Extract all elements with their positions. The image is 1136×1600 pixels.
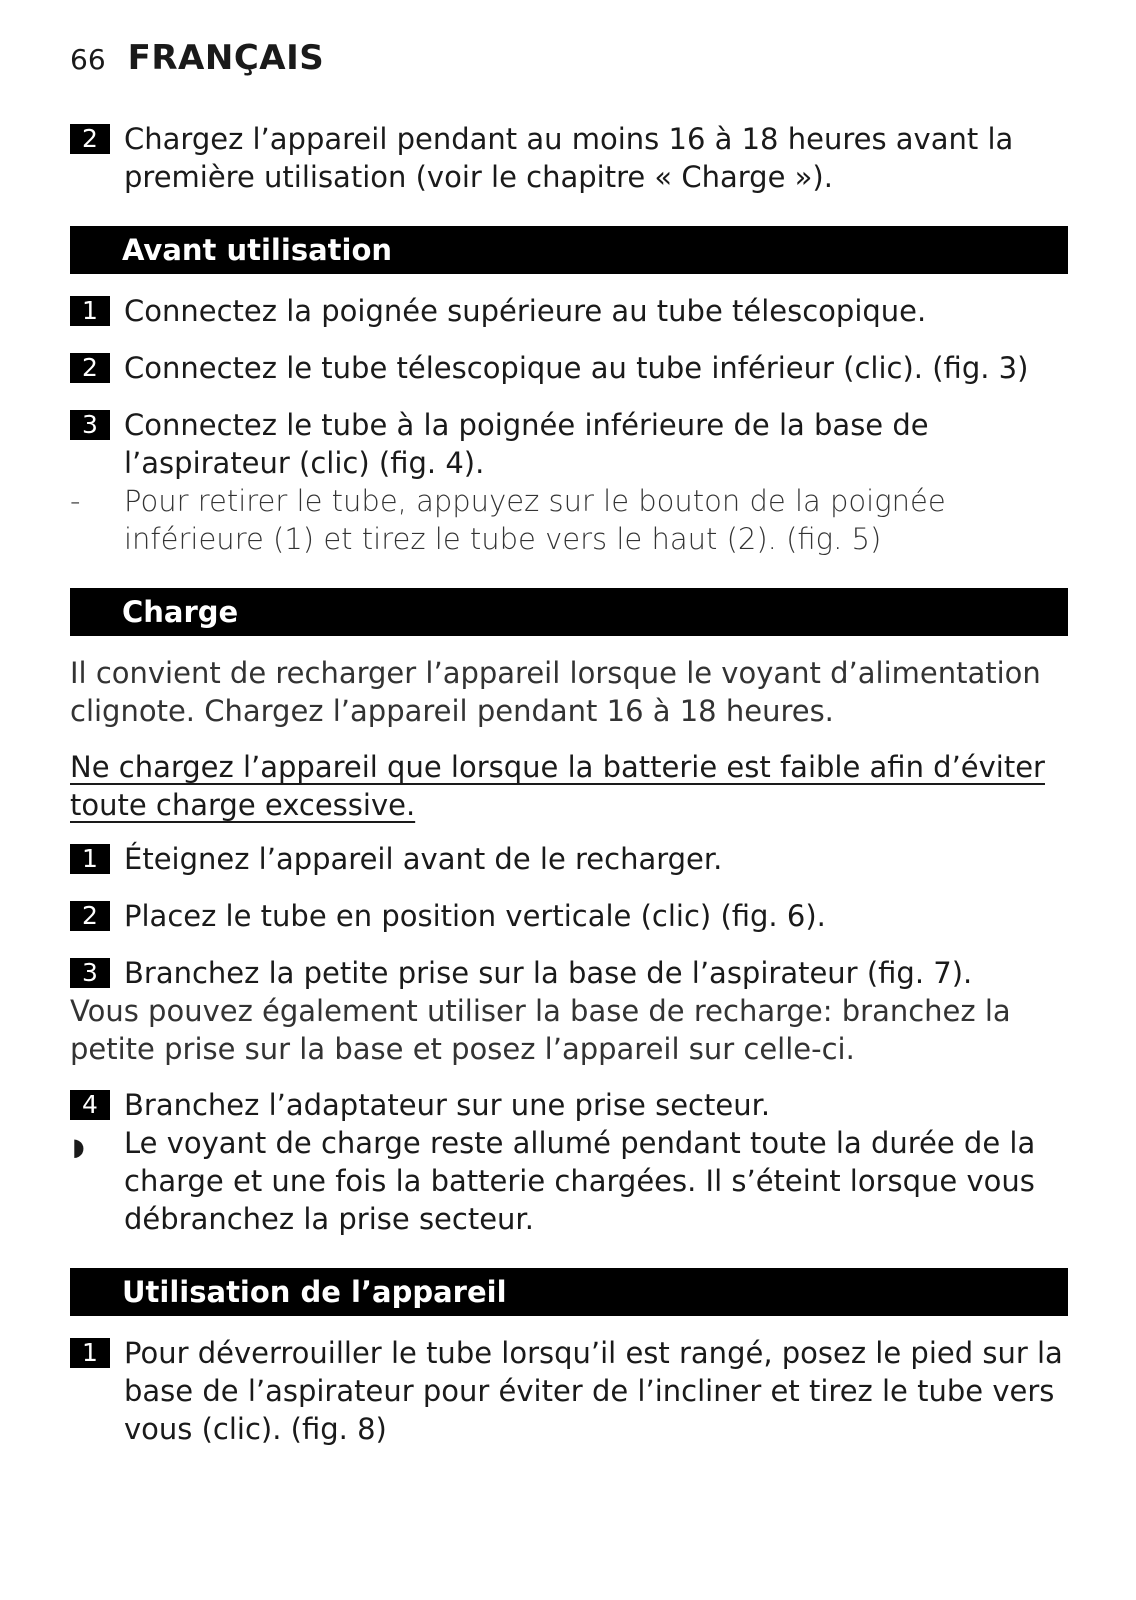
charge-step-2 <box>70 897 1068 935</box>
step-text: Branchez la petite prise sur la base de l’aspirateur (fig. 7). <box>124 956 973 990</box>
step-number: 1 <box>70 296 110 326</box>
step-number: 4 <box>70 1090 110 1120</box>
section-heading-utilisation: Utilisation de l’appareil <box>70 1268 1068 1316</box>
step-number: 2 <box>70 353 110 383</box>
step-number: 3 <box>70 410 110 440</box>
charge-step-4 <box>70 1086 1068 1124</box>
page-content <box>70 120 1068 1467</box>
charge-base-paragraph: Vous pouvez également utiliser la base de recharge: branchez la petite prise sur la base et posez l’appareil sur celle-ci. <box>70 994 1011 1066</box>
result-text: Le voyant de charge reste allumé pendant toute la durée de la charge et une fois la batterie chargées. Il s’éteint lorsque vous débranchez la prise secteur. <box>124 1126 1036 1236</box>
step-text: Branchez l’adaptateur sur une prise secteur. <box>124 1088 771 1122</box>
intro-step <box>70 120 1068 196</box>
step-text: Connectez le tube télescopique au tube inférieur (clic). (fig. 3) <box>124 351 1029 385</box>
charge-warning <box>70 748 1068 824</box>
charge-step-1 <box>70 840 1068 878</box>
step-text: Connectez la poignée supérieure au tube télescopique. <box>124 294 927 328</box>
step-number: 1 <box>70 1338 110 1368</box>
page-language-title: FRANÇAIS <box>127 38 325 78</box>
step-text: Pour déverrouiller le tube lorsqu’il est rangé, posez le pied sur la base de l’aspirateur pour éviter de l’incliner et tirez le tube vers vous (clic). (fig. 8) <box>124 1336 1063 1446</box>
step-number: 2 <box>70 901 110 931</box>
warning-text: Ne chargez l’appareil que lorsque la batterie est faible afin d’éviter toute charge excessive. <box>70 750 1045 822</box>
step-text: Chargez l’appareil pendant au moins 16 à 18 heures avant la première utilisation (voir le chapitre « Charge »). <box>124 122 1014 194</box>
charge-intro-paragraph: Il convient de recharger l’appareil lorsque le voyant d’alimentation clignote. Chargez l’appareil pendant 16 à 18 heures. <box>70 656 1041 728</box>
avant-step-1 <box>70 292 1068 330</box>
step-text: Placez le tube en position verticale (clic) (fig. 6). <box>124 899 826 933</box>
avant-step-2 <box>70 349 1068 387</box>
dash-bullet: - <box>70 484 81 518</box>
section-heading-charge: Charge <box>70 588 1068 636</box>
page-number: 66 <box>70 43 106 76</box>
step-number: 1 <box>70 844 110 874</box>
step-text: Connectez le tube à la poignée inférieure de la base de l’aspirateur (clic) (fig. 4). <box>124 408 929 480</box>
result-arrow-icon: ◗ <box>72 1133 85 1161</box>
avant-step-3 <box>70 406 1068 482</box>
step-number: 3 <box>70 958 110 988</box>
charge-result <box>70 1124 1068 1238</box>
page-header <box>70 38 324 78</box>
note-text: Pour retirer le tube, appuyez sur le bouton de la poignée inférieure (1) et tirez le tube vers le haut (2). (fig. 5) <box>124 484 946 556</box>
charge-step-3 <box>70 954 1068 992</box>
step-number: 2 <box>70 124 110 154</box>
step-text: Éteignez l’appareil avant de le recharger. <box>124 842 723 876</box>
avant-note <box>70 482 1068 558</box>
utilisation-step-1 <box>70 1334 1068 1448</box>
section-heading-avant: Avant utilisation <box>70 226 1068 274</box>
